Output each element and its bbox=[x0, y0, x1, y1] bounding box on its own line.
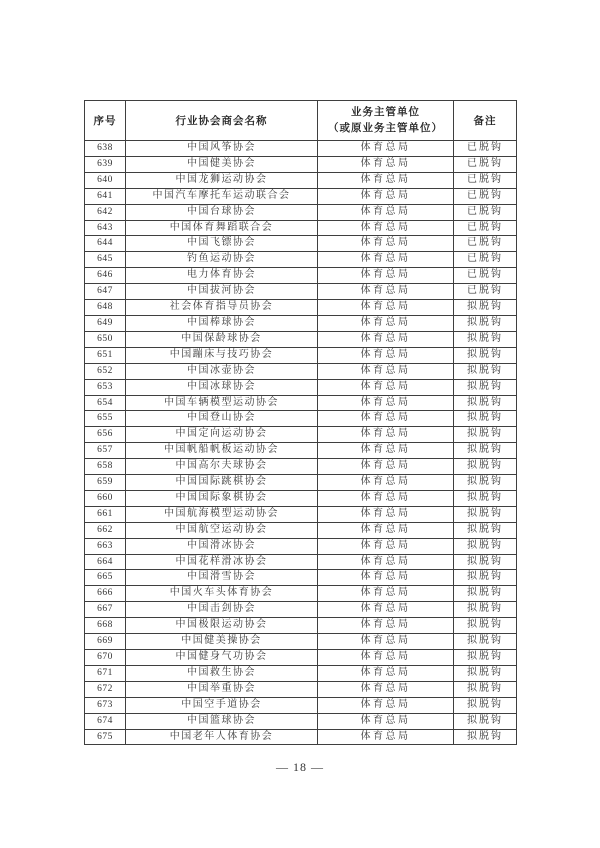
cell-no: 662 bbox=[85, 522, 126, 538]
table-row bbox=[85, 331, 517, 347]
table-row bbox=[85, 554, 517, 570]
cell-no: 639 bbox=[85, 156, 126, 172]
cell-no: 675 bbox=[85, 729, 126, 745]
table-row bbox=[85, 347, 517, 363]
cell-unit: 体育总局 bbox=[318, 141, 454, 157]
cell-name: 中国花样滑冰协会 bbox=[126, 554, 318, 570]
cell-remark: 拟脱钩 bbox=[454, 315, 517, 331]
cell-unit: 体育总局 bbox=[318, 618, 454, 634]
cell-no: 638 bbox=[85, 141, 126, 157]
table-row bbox=[85, 315, 517, 331]
cell-remark: 已脱钩 bbox=[454, 188, 517, 204]
cell-unit: 体育总局 bbox=[318, 172, 454, 188]
cell-remark: 已脱钩 bbox=[454, 284, 517, 300]
table-row bbox=[85, 284, 517, 300]
table-row bbox=[85, 411, 517, 427]
table-row bbox=[85, 220, 517, 236]
cell-no: 661 bbox=[85, 506, 126, 522]
cell-no: 648 bbox=[85, 300, 126, 316]
cell-name: 中国冰球协会 bbox=[126, 379, 318, 395]
cell-unit: 体育总局 bbox=[318, 729, 454, 745]
cell-no: 666 bbox=[85, 586, 126, 602]
cell-unit: 体育总局 bbox=[318, 522, 454, 538]
cell-no: 645 bbox=[85, 252, 126, 268]
cell-no: 658 bbox=[85, 459, 126, 475]
cell-unit: 体育总局 bbox=[318, 490, 454, 506]
cell-name: 电力体育协会 bbox=[126, 268, 318, 284]
cell-name: 中国车辆模型运动协会 bbox=[126, 395, 318, 411]
cell-name: 中国登山协会 bbox=[126, 411, 318, 427]
page-number: — 18 — bbox=[276, 760, 324, 774]
cell-no: 641 bbox=[85, 188, 126, 204]
cell-name: 中国棒球协会 bbox=[126, 315, 318, 331]
cell-no: 671 bbox=[85, 665, 126, 681]
cell-no: 644 bbox=[85, 236, 126, 252]
cell-no: 640 bbox=[85, 172, 126, 188]
table-row bbox=[85, 490, 517, 506]
cell-name: 中国航海模型运动协会 bbox=[126, 506, 318, 522]
cell-remark: 拟脱钩 bbox=[454, 618, 517, 634]
table-row bbox=[85, 204, 517, 220]
cell-name: 中国冰壶协会 bbox=[126, 363, 318, 379]
header-no: 序号 bbox=[85, 101, 126, 141]
association-table bbox=[84, 100, 517, 745]
table-row bbox=[85, 650, 517, 666]
cell-no: 650 bbox=[85, 331, 126, 347]
table-row bbox=[85, 252, 517, 268]
cell-no: 673 bbox=[85, 697, 126, 713]
cell-no: 647 bbox=[85, 284, 126, 300]
cell-remark: 拟脱钩 bbox=[454, 522, 517, 538]
cell-name: 中国举重协会 bbox=[126, 681, 318, 697]
cell-unit: 体育总局 bbox=[318, 268, 454, 284]
cell-unit: 体育总局 bbox=[318, 204, 454, 220]
cell-no: 653 bbox=[85, 379, 126, 395]
cell-no: 668 bbox=[85, 618, 126, 634]
cell-remark: 拟脱钩 bbox=[454, 506, 517, 522]
cell-remark: 拟脱钩 bbox=[454, 411, 517, 427]
cell-remark: 拟脱钩 bbox=[454, 538, 517, 554]
table-row bbox=[85, 379, 517, 395]
cell-unit: 体育总局 bbox=[318, 681, 454, 697]
table-row bbox=[85, 570, 517, 586]
cell-unit: 体育总局 bbox=[318, 443, 454, 459]
cell-name: 中国滑冰协会 bbox=[126, 538, 318, 554]
cell-no: 655 bbox=[85, 411, 126, 427]
table-row bbox=[85, 141, 517, 157]
cell-unit: 体育总局 bbox=[318, 650, 454, 666]
cell-unit: 体育总局 bbox=[318, 411, 454, 427]
cell-remark: 拟脱钩 bbox=[454, 634, 517, 650]
table-row bbox=[85, 713, 517, 729]
table-row bbox=[85, 188, 517, 204]
cell-unit: 体育总局 bbox=[318, 315, 454, 331]
table-row bbox=[85, 602, 517, 618]
cell-no: 659 bbox=[85, 475, 126, 491]
table-row bbox=[85, 697, 517, 713]
cell-unit: 体育总局 bbox=[318, 347, 454, 363]
cell-name: 中国拔河协会 bbox=[126, 284, 318, 300]
cell-no: 664 bbox=[85, 554, 126, 570]
cell-remark: 已脱钩 bbox=[454, 268, 517, 284]
cell-unit: 体育总局 bbox=[318, 538, 454, 554]
cell-name: 中国汽车摩托车运动联合会 bbox=[126, 188, 318, 204]
cell-name: 钓鱼运动协会 bbox=[126, 252, 318, 268]
cell-remark: 拟脱钩 bbox=[454, 570, 517, 586]
cell-remark: 已脱钩 bbox=[454, 236, 517, 252]
cell-remark: 拟脱钩 bbox=[454, 459, 517, 475]
cell-unit: 体育总局 bbox=[318, 156, 454, 172]
cell-name: 中国体育舞蹈联合会 bbox=[126, 220, 318, 236]
table-row bbox=[85, 506, 517, 522]
cell-unit: 体育总局 bbox=[318, 665, 454, 681]
cell-remark: 拟脱钩 bbox=[454, 475, 517, 491]
table-row bbox=[85, 729, 517, 745]
table-row bbox=[85, 618, 517, 634]
cell-name: 中国救生协会 bbox=[126, 665, 318, 681]
table-row bbox=[85, 363, 517, 379]
cell-unit: 体育总局 bbox=[318, 284, 454, 300]
cell-name: 中国老年人体育协会 bbox=[126, 729, 318, 745]
cell-unit: 体育总局 bbox=[318, 459, 454, 475]
cell-name: 中国高尔夫球协会 bbox=[126, 459, 318, 475]
table-row bbox=[85, 300, 517, 316]
cell-unit: 体育总局 bbox=[318, 713, 454, 729]
cell-remark: 拟脱钩 bbox=[454, 427, 517, 443]
cell-remark: 拟脱钩 bbox=[454, 697, 517, 713]
table-row bbox=[85, 459, 517, 475]
cell-unit: 体育总局 bbox=[318, 220, 454, 236]
cell-name: 中国健美协会 bbox=[126, 156, 318, 172]
cell-unit: 体育总局 bbox=[318, 252, 454, 268]
cell-name: 中国健身气功协会 bbox=[126, 650, 318, 666]
cell-no: 651 bbox=[85, 347, 126, 363]
cell-name: 中国极限运动协会 bbox=[126, 618, 318, 634]
cell-remark: 拟脱钩 bbox=[454, 443, 517, 459]
table-row bbox=[85, 268, 517, 284]
table-row bbox=[85, 586, 517, 602]
cell-no: 663 bbox=[85, 538, 126, 554]
cell-name: 中国空手道协会 bbox=[126, 697, 318, 713]
cell-remark: 拟脱钩 bbox=[454, 729, 517, 745]
table-row bbox=[85, 634, 517, 650]
cell-no: 670 bbox=[85, 650, 126, 666]
cell-no: 672 bbox=[85, 681, 126, 697]
cell-name: 中国火车头体育协会 bbox=[126, 586, 318, 602]
cell-unit: 体育总局 bbox=[318, 363, 454, 379]
cell-name: 中国台球协会 bbox=[126, 204, 318, 220]
header-unit-line1: 业务主管单位 bbox=[351, 107, 420, 119]
cell-remark: 已脱钩 bbox=[454, 252, 517, 268]
cell-no: 665 bbox=[85, 570, 126, 586]
cell-unit: 体育总局 bbox=[318, 554, 454, 570]
cell-remark: 拟脱钩 bbox=[454, 586, 517, 602]
table-row bbox=[85, 443, 517, 459]
cell-unit: 体育总局 bbox=[318, 379, 454, 395]
cell-remark: 拟脱钩 bbox=[454, 363, 517, 379]
cell-remark: 已脱钩 bbox=[454, 156, 517, 172]
cell-remark: 拟脱钩 bbox=[454, 554, 517, 570]
table-header bbox=[85, 101, 517, 141]
cell-unit: 体育总局 bbox=[318, 236, 454, 252]
cell-name: 中国保龄球协会 bbox=[126, 331, 318, 347]
cell-no: 649 bbox=[85, 315, 126, 331]
cell-remark: 拟脱钩 bbox=[454, 650, 517, 666]
table-row bbox=[85, 427, 517, 443]
cell-name: 中国定向运动协会 bbox=[126, 427, 318, 443]
cell-no: 652 bbox=[85, 363, 126, 379]
table-row bbox=[85, 665, 517, 681]
cell-name: 中国国际跳棋协会 bbox=[126, 475, 318, 491]
header-remark: 备注 bbox=[454, 101, 517, 141]
table-row bbox=[85, 522, 517, 538]
cell-unit: 体育总局 bbox=[318, 427, 454, 443]
cell-name: 中国风筝协会 bbox=[126, 141, 318, 157]
cell-no: 643 bbox=[85, 220, 126, 236]
header-unit bbox=[318, 101, 454, 141]
cell-remark: 已脱钩 bbox=[454, 172, 517, 188]
header-name: 行业协会商会名称 bbox=[126, 101, 318, 141]
cell-name: 中国蹦床与技巧协会 bbox=[126, 347, 318, 363]
cell-remark: 拟脱钩 bbox=[454, 681, 517, 697]
cell-name: 中国滑雪协会 bbox=[126, 570, 318, 586]
cell-unit: 体育总局 bbox=[318, 300, 454, 316]
cell-name: 中国国际象棋协会 bbox=[126, 490, 318, 506]
cell-name: 中国击剑协会 bbox=[126, 602, 318, 618]
cell-no: 656 bbox=[85, 427, 126, 443]
cell-remark: 拟脱钩 bbox=[454, 713, 517, 729]
cell-remark: 已脱钩 bbox=[454, 220, 517, 236]
cell-no: 646 bbox=[85, 268, 126, 284]
cell-no: 660 bbox=[85, 490, 126, 506]
cell-remark: 已脱钩 bbox=[454, 141, 517, 157]
cell-unit: 体育总局 bbox=[318, 634, 454, 650]
cell-unit: 体育总局 bbox=[318, 570, 454, 586]
cell-unit: 体育总局 bbox=[318, 602, 454, 618]
cell-no: 669 bbox=[85, 634, 126, 650]
cell-unit: 体育总局 bbox=[318, 586, 454, 602]
cell-remark: 拟脱钩 bbox=[454, 490, 517, 506]
cell-remark: 拟脱钩 bbox=[454, 395, 517, 411]
cell-unit: 体育总局 bbox=[318, 697, 454, 713]
cell-name: 中国航空运动协会 bbox=[126, 522, 318, 538]
table-body bbox=[85, 141, 517, 745]
cell-name: 中国飞镖协会 bbox=[126, 236, 318, 252]
cell-unit: 体育总局 bbox=[318, 188, 454, 204]
table-row bbox=[85, 395, 517, 411]
cell-no: 657 bbox=[85, 443, 126, 459]
header-unit-line2: （或原业务主管单位） bbox=[328, 122, 443, 134]
cell-remark: 拟脱钩 bbox=[454, 331, 517, 347]
header-row bbox=[85, 101, 517, 141]
cell-remark: 拟脱钩 bbox=[454, 347, 517, 363]
cell-name: 中国龙狮运动协会 bbox=[126, 172, 318, 188]
cell-unit: 体育总局 bbox=[318, 395, 454, 411]
cell-unit: 体育总局 bbox=[318, 475, 454, 491]
table-row bbox=[85, 156, 517, 172]
table-row bbox=[85, 236, 517, 252]
cell-unit: 体育总局 bbox=[318, 331, 454, 347]
table-row bbox=[85, 681, 517, 697]
cell-remark: 拟脱钩 bbox=[454, 300, 517, 316]
cell-name: 中国健美操协会 bbox=[126, 634, 318, 650]
cell-name: 社会体育指导员协会 bbox=[126, 300, 318, 316]
cell-remark: 已脱钩 bbox=[454, 204, 517, 220]
cell-remark: 拟脱钩 bbox=[454, 379, 517, 395]
cell-no: 642 bbox=[85, 204, 126, 220]
cell-remark: 拟脱钩 bbox=[454, 665, 517, 681]
cell-no: 667 bbox=[85, 602, 126, 618]
table-row bbox=[85, 475, 517, 491]
cell-remark: 拟脱钩 bbox=[454, 602, 517, 618]
cell-no: 674 bbox=[85, 713, 126, 729]
cell-name: 中国篮球协会 bbox=[126, 713, 318, 729]
cell-unit: 体育总局 bbox=[318, 506, 454, 522]
cell-name: 中国帆船帆板运动协会 bbox=[126, 443, 318, 459]
table-row bbox=[85, 172, 517, 188]
table-row bbox=[85, 538, 517, 554]
cell-no: 654 bbox=[85, 395, 126, 411]
